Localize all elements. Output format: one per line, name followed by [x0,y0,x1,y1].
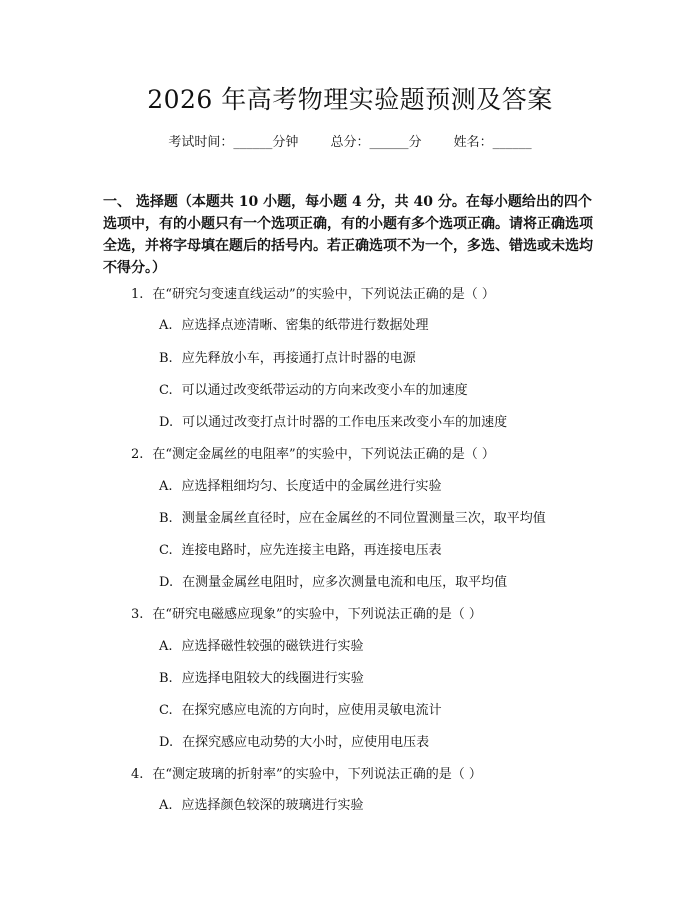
option-item [159,382,468,400]
option-item [159,574,507,592]
question-text: 在“研究匀变速直线运动”的实验中，下列说法正确的是（ ） [152,287,495,302]
option-text: 在探究感应电动势的大小时，应使用电压表 [182,735,430,750]
option-letter: A. [159,639,173,654]
question-number: 1. [131,287,144,302]
option-letter: A. [159,479,173,494]
question-stem [131,606,482,624]
option-letter: D. [159,735,174,750]
exam-meta [0,131,700,150]
option-letter: C. [159,543,173,558]
option-item [159,478,442,496]
option-letter: D. [159,415,174,430]
name-field: 姓名：______ [453,135,532,150]
option-item [159,702,442,720]
option-item [159,542,442,560]
question-number: 4. [131,767,144,782]
option-letter: C. [159,703,173,718]
option-text: 可以通过改变纸带运动的方向来改变小车的加速度 [181,383,468,398]
exam-time-field: 考试时间：______分钟 [168,135,299,150]
question-text: 在“研究电磁感应现象”的实验中，下列说法正确的是（ ） [152,607,482,622]
option-item [159,734,429,752]
option-text: 应选择电阻较大的线圈进行实验 [181,671,364,686]
page-title: 2026 年高考物理实验题预测及答案 [147,85,553,114]
question-stem [131,446,495,464]
option-text: 在测量金属丝电阻时，应多次测量电流和电压，取平均值 [182,575,508,590]
question-number: 2. [131,447,144,462]
option-item [159,638,364,656]
option-letter: A. [159,798,173,813]
question-number: 3. [131,607,144,622]
question-stem [131,286,495,304]
option-text: 应先释放小车，再接通打点计时器的电源 [181,351,416,366]
option-item [159,317,429,335]
question-stem [131,766,482,784]
option-letter: D. [159,575,174,590]
option-letter: C. [159,383,173,398]
option-text: 应选择粗细均匀、长度适中的金属丝进行实验 [181,479,442,494]
option-text: 连接电路时，应先连接主电路，再连接电压表 [181,543,442,558]
option-item [159,414,507,432]
option-text: 测量金属丝直径时，应在金属丝的不同位置测量三次，取平均值 [181,511,546,526]
option-letter: B. [159,351,173,366]
total-score-field: 总分：______分 [330,135,422,150]
option-text: 在探究感应电流的方向时，应使用灵敏电流计 [181,703,442,718]
option-letter: B. [159,671,173,686]
option-letter: B. [159,511,173,526]
option-item [159,350,416,368]
option-text: 应选择点迹清晰、密集的纸带进行数据处理 [181,318,429,333]
question-text: 在“测定金属丝的电阻率”的实验中，下列说法正确的是（ ） [152,447,495,462]
option-text: 应选择磁性较强的磁铁进行实验 [181,639,364,654]
option-item [159,797,364,815]
option-text: 可以通过改变打点计时器的工作电压来改变小车的加速度 [182,415,508,430]
question-text: 在“测定玻璃的折射率”的实验中，下列说法正确的是（ ） [152,767,482,782]
option-text: 应选择颜色较深的玻璃进行实验 [181,798,364,813]
section-heading: 一、 选择题（本题共 10 小题，每小题 4 分，共 40 分。在每小题给出的四个选项中，有的小题只有一个选项正确，有的小题有多个选项正确。请将正确选项全选，并将字母填在题后的括号内。若正确选项不为一个，多选、错选或未选均不得分。） [103,194,593,276]
option-item [159,670,364,688]
option-item [159,510,546,528]
option-letter: A. [159,318,173,333]
